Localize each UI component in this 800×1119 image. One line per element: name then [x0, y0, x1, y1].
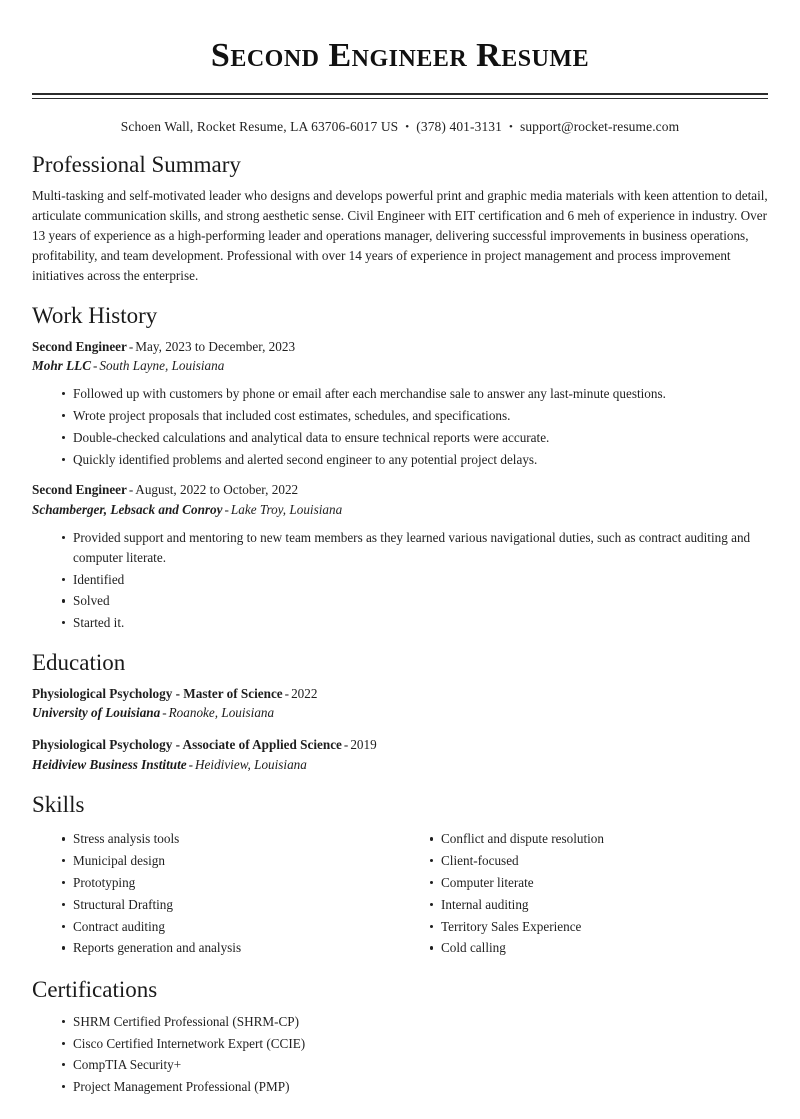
list-item: Computer literate [430, 873, 768, 893]
section-professional-summary [32, 151, 768, 286]
job-title: Second Engineer [32, 482, 127, 498]
divider-rule-thick [32, 93, 768, 95]
job-title: Second Engineer [32, 338, 127, 354]
list-item: Client-focused [430, 851, 768, 871]
education-year: 2019 [350, 737, 377, 753]
education-school: University of Louisiana [32, 705, 161, 721]
education-location: Roanoke, Louisiana [168, 705, 275, 721]
skills-columns [32, 825, 768, 960]
education-entry [32, 735, 768, 775]
list-item: SHRM Certified Professional (SHRM-CP) [62, 1012, 768, 1032]
list-item: Quickly identified problems and alerted second engineer to any potential project delays. [62, 450, 768, 470]
list-item: Provided support and mentoring to new team members as they learned various navigational duties, such as contract auditing and computer literate. [62, 528, 768, 568]
contact-line [32, 119, 768, 135]
list-item: Followed up with customers by phone or email after each merchandise sale to answer any last-minute questions. [62, 384, 768, 404]
list-item: Started it. [62, 613, 768, 633]
job-dash: - [93, 358, 98, 374]
header-divider [32, 93, 768, 99]
job-dates: August, 2022 to October, 2022 [135, 482, 299, 498]
certifications-list [32, 1012, 768, 1097]
section-heading-skills: Skills [32, 791, 85, 817]
list-item: Prototyping [62, 873, 400, 893]
education-header [32, 684, 768, 704]
section-work-history [32, 302, 768, 633]
education-header [32, 735, 768, 755]
section-skills [32, 791, 768, 960]
job-location: Lake Troy, Louisiana [230, 502, 343, 518]
skills-list-right [400, 829, 768, 958]
list-item: Internal auditing [430, 895, 768, 915]
contact-phone: (378) 401-3131 [416, 119, 503, 135]
summary-paragraph: Multi-tasking and self-motivated leader who designs and develops powerful print and graphic media materials with keen attention to detail, articulate communication skills, and strong aesthetic sense. Civil Engineer with EIT certification and 6 meh of experience in industry. Over 13 years of experience as a high-performing leader and operations manager, delivering successful improvements in business operations, profitability, and team development. Professional with over 14 years of experience in project management and process improvement initiatives across the enterprise. [32, 187, 768, 283]
list-item: Double-checked calculations and analytical data to ensure technical reports were accurate. [62, 428, 768, 448]
education-year: 2022 [291, 685, 318, 701]
contact-address: Schoen Wall, Rocket Resume, LA 63706-6017 US [120, 119, 399, 135]
contact-separator: • [509, 121, 513, 134]
list-item: Conflict and dispute resolution [430, 829, 768, 849]
list-item: Solved [62, 591, 768, 611]
job-bullet-list [32, 528, 768, 633]
education-entry [32, 684, 768, 724]
job-dash: - [224, 502, 229, 518]
job-company: Schamberger, Lebsack and Conroy [32, 502, 223, 518]
section-heading-education: Education [32, 649, 126, 675]
skills-column-left [32, 825, 400, 960]
job-subheader [32, 356, 768, 376]
education-degree: Physiological Psychology - Associate of Applied Science [32, 737, 342, 753]
list-item: Cisco Certified Internetwork Expert (CCIE) [62, 1034, 768, 1054]
education-dash: - [343, 737, 349, 753]
education-dash: - [284, 685, 290, 701]
list-item: Structural Drafting [62, 895, 400, 915]
education-subheader [32, 755, 768, 775]
work-history-entry [32, 480, 768, 633]
job-dash: - [128, 338, 134, 354]
job-location: South Layne, Louisiana [99, 358, 225, 374]
section-heading-summary: Professional Summary [32, 152, 241, 178]
list-item: Territory Sales Experience [430, 917, 768, 937]
job-dates: May, 2023 to December, 2023 [135, 338, 296, 354]
education-dash: - [162, 705, 167, 721]
skills-column-right [400, 825, 768, 960]
section-certifications [32, 976, 768, 1097]
list-item: Stress analysis tools [62, 829, 400, 849]
list-item: Project Management Professional (PMP) [62, 1077, 768, 1097]
job-subheader [32, 500, 768, 520]
job-dash: - [128, 482, 134, 498]
education-dash: - [188, 756, 194, 772]
job-company: Mohr LLC [32, 358, 91, 374]
section-heading-work-history: Work History [32, 303, 158, 328]
section-heading-certifications: Certifications [32, 977, 158, 1003]
education-location: Heidiview, Louisiana [195, 756, 307, 772]
education-subheader [32, 703, 768, 723]
resume-title: Second Engineer Resume [210, 37, 590, 74]
list-item: Identified [62, 570, 768, 590]
job-header [32, 480, 768, 500]
list-item: Contract auditing [62, 917, 400, 937]
section-education [32, 649, 768, 775]
list-item: Cold calling [430, 938, 768, 958]
job-header [32, 337, 768, 357]
list-item: CompTIA Security+ [62, 1055, 768, 1075]
education-school: Heidiview Business Institute [32, 756, 187, 772]
contact-email: support@rocket-resume.com [519, 119, 680, 135]
education-degree: Physiological Psychology - Master of Science [32, 685, 283, 701]
list-item: Wrote project proposals that included cost estimates, schedules, and specifications. [62, 406, 768, 426]
list-item: Municipal design [62, 851, 400, 871]
divider-rule-thin [32, 98, 768, 99]
job-bullet-list [32, 384, 768, 469]
skills-list-left [32, 829, 400, 958]
list-item: Reports generation and analysis [62, 938, 400, 958]
work-history-entry [32, 337, 768, 470]
contact-separator: • [405, 121, 410, 134]
